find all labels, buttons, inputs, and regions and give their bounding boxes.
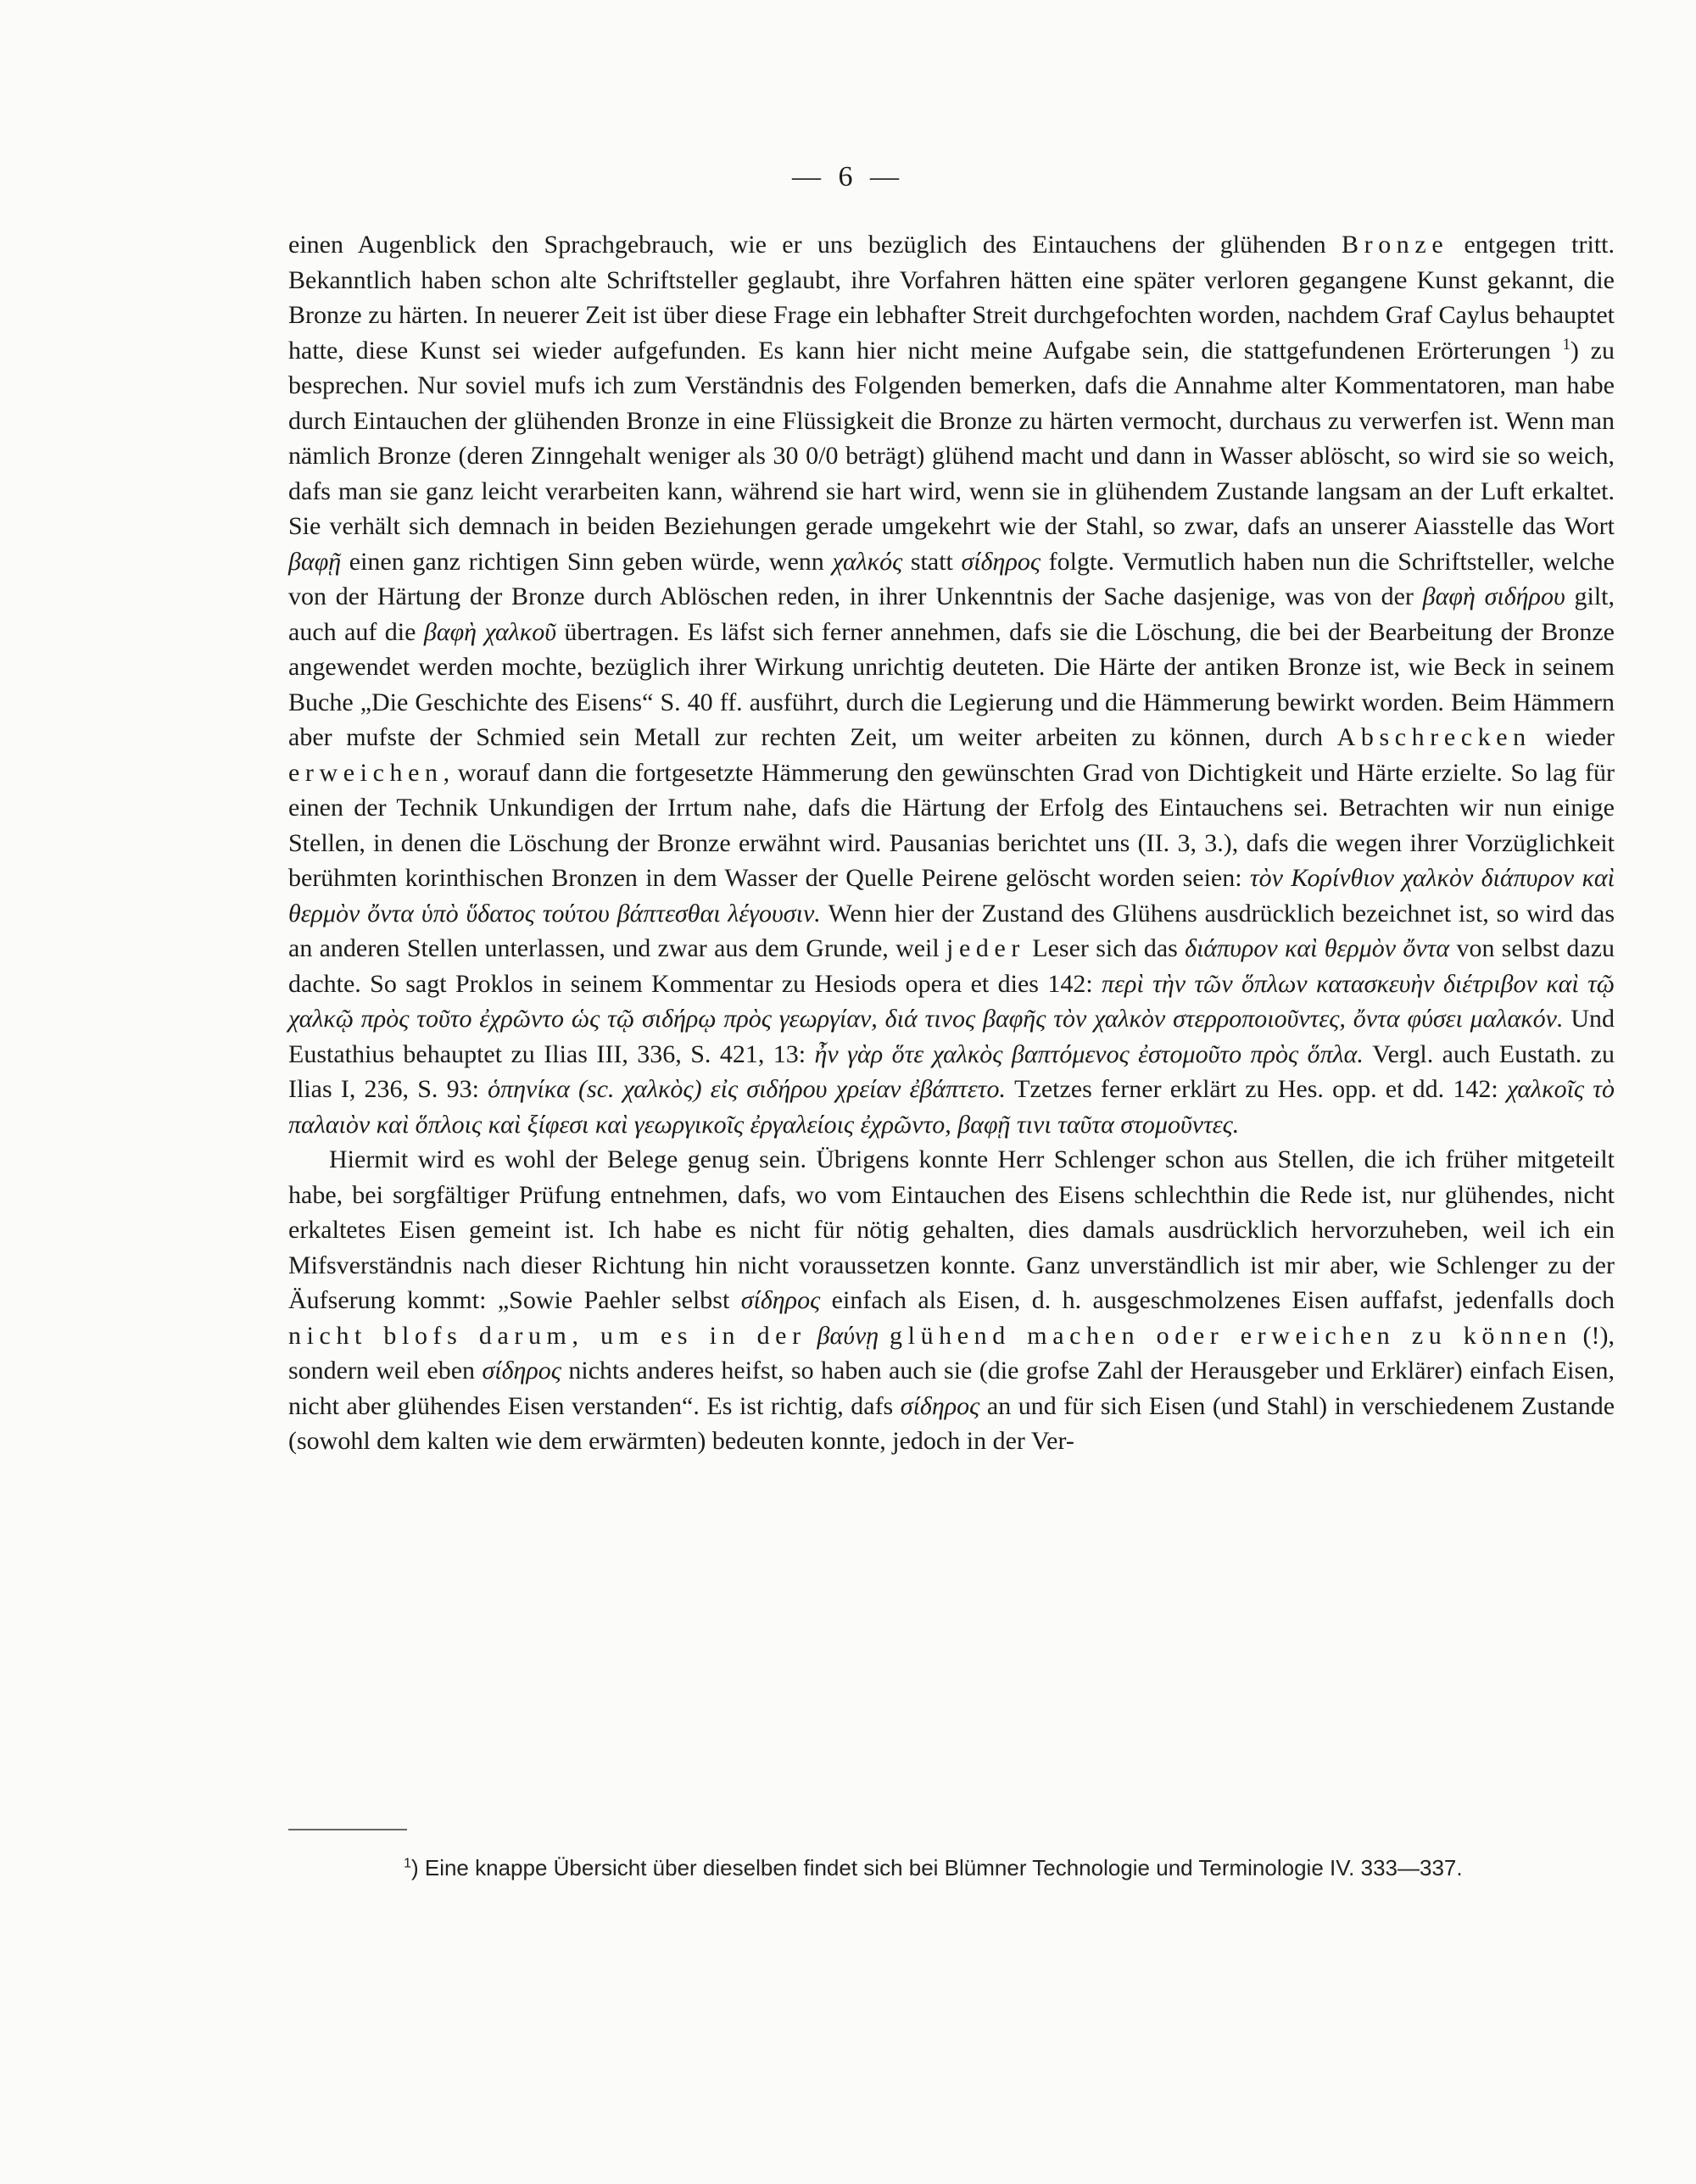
- spaced-text: jeder: [946, 934, 1025, 962]
- text-run: [879, 1322, 890, 1350]
- greek-quote: τὸν Κορίνθιον χαλκὸν διάπυρον καὶ θερμὸν ὄντα ὑπὸ ὕδατος τούτου βάπτεσθαι λέγουσιν.: [288, 864, 1615, 928]
- text-run: Wenn hier der Zustand des Glühens ausdrücklich bezeichnet ist, so wird das an anderen Stellen unterlassen, und zwar aus dem Grunde, weil: [288, 899, 1615, 962]
- text-run: beträgt) glühend macht und dann in Wasser ablöscht, so wird sie so weich, dafs man sie ganz leicht verarbeiten kann, während sie hart wird, wenn sie in glühendem Zustande langsam an der Luft erkaltet. Sie verhält sich demnach in beiden Beziehungen gerade umgekehrt wie der Stahl, so zwar, dafs an unserer Aiasstelle das Wort: [288, 442, 1615, 540]
- greek-text: χαλκός: [832, 547, 903, 576]
- footnote-marker: 1: [404, 1855, 411, 1871]
- text-run: von selbst dazu dachte. So sagt Proklos in seinem Kommentar zu Hesiods opera et dies 142:: [288, 934, 1615, 998]
- greek-text: βαύνῃ: [817, 1321, 879, 1350]
- greek-quote: περὶ τὴν τῶν ὅπλων κατασκευὴν διέτριβον καὶ τῷ χαλκῷ πρὸς τοῦτο ἐχρῶντο ὡς τῷ σιδήρῳ πρὸς γεωργίαν, διά τινος βαφῆς τὸν χαλκὸν στερροποιοῦντες, ὄντα φύσει μαλακόν.: [288, 969, 1615, 1033]
- text-run: Vergl. auch Eustath. zu Ilias I, 236, S. 93:: [288, 1039, 1615, 1103]
- text-run: einen ganz richtigen Sinn geben würde, wenn: [341, 547, 833, 576]
- text-run: einfach als Eisen, d. h. ausgeschmolzenes Eisen auffafst, jedenfalls doch: [820, 1286, 1615, 1314]
- paragraph-1: [288, 227, 1615, 1142]
- percent-sign: 0/0: [806, 442, 839, 470]
- spaced-text: glühend machen oder erweichen zu können: [890, 1321, 1572, 1350]
- text-run: entgegen tritt. Bekanntlich haben schon alte Schriftsteller geglaubt, ihre Vorfahren hätten eine später verloren gegangene Kunst gekannt, die Bronze zu härten. In neuerer Zeit ist über diese Frage ein lebhafter Streit durchgefochten worden, nachdem Graf Caylus behauptet hatte, diese Kunst sei wieder aufgefunden. Es kann hier nicht meine Aufgabe sein, die stattgefundenen Erörterungen: [288, 231, 1615, 365]
- greek-quote: ὁπηνίκα (sc. χαλκὸς) εἰς σιδήρου χρείαν ἐβάπτετο.: [488, 1075, 1006, 1103]
- greek-text: βαφὴ σιδήρου: [1422, 582, 1565, 610]
- text-run: Leser sich das: [1025, 934, 1186, 962]
- greek-text: διάπυρον καὶ θερμὸν ὄντα: [1185, 934, 1450, 962]
- text-run: einen Augenblick den Sprachgebrauch, wie er uns bezüglich des Eintauchens der glühenden: [288, 231, 1342, 259]
- greek-quote: ἦν γὰρ ὅτε χαλκὸς βαπτόμενος ἐστομοῦτο πρὸς ὅπλα.: [814, 1039, 1364, 1068]
- text-run: übertragen. Es läfst sich ferner annehmen, dafs sie die Löschung, die bei der Bearbeitung der Bronze angewendet werden mochte, bezüglich ihrer Wirkung unrichtig deuteten. Die Härte der antiken Bronze ist, wie Beck in seinem Buche „Die Geschichte des Eisens“ S. 40 ff. ausführt, durch die Legierung und die Hämmerung bewirkt worden. Beim Hämmern aber mufste der Schmied sein Metall zur rechten Zeit, um weiter arbeiten zu können, durch: [288, 617, 1615, 751]
- text-run: [806, 1322, 817, 1350]
- greek-quote: χαλκοῖς τὸ παλαιὸν καὶ ὅπλοις καὶ ξίφεσι καὶ γεωργικοῖς ἐργαλείοις ἐχρῶντο, βαφῇ τινι ταῦτα στομοῦντες.: [288, 1075, 1615, 1139]
- footnote: [404, 1853, 1633, 1882]
- page-number: — 6 —: [792, 161, 904, 192]
- text-run: , worauf dann die fortgesetzte Hämmerung den gewünschten Grad von Dichtigkeit und Härte erzielte. So lag für einen der Technik Unkundigen der Irrtum nahe, dafs die Härtung der Erfolg des Eintauchens sei. Betrachten wir nun einige Stellen, in denen die Löschung der Bronze erwähnt wird. Pausanias berichtet uns (II. 3, 3.), dafs die wegen ihrer Vorzüglichkeit berühmten korinthischen Bronzen in dem Wasser der Quelle Peirene gelöscht worden seien:: [288, 758, 1615, 892]
- spaced-text: Bronze: [1342, 231, 1449, 259]
- text-run: gilt, auch auf die: [288, 582, 1615, 646]
- greek-text: βαφὴ χαλκοῦ: [423, 617, 556, 646]
- spaced-text: erweichen: [288, 758, 444, 787]
- greek-text: σίδηρος: [900, 1391, 980, 1420]
- text-run: statt: [902, 547, 962, 576]
- text-run: an und für sich Eisen (und Stahl) in verschiedenem Zustande (sowohl dem kalten wie dem erwärmten) bedeuten konnte, jedoch in der Ver-: [288, 1391, 1615, 1455]
- text-run: ) zu besprechen. Nur soviel mufs ich zum Verständnis des Folgenden bemerken, dafs die Annahme alter Kommentatoren, man habe durch Eintauchen der glühenden Bronze in eine Flüssigkeit die Bronze zu härten vermocht, durchaus zu verwerfen ist. Wenn man nämlich Bronze (deren Zinngehalt weniger als 30: [288, 336, 1615, 470]
- text-run: (!), sondern weil eben: [288, 1321, 1615, 1384]
- paragraph-2: [288, 1142, 1615, 1459]
- greek-text: σίδηρος: [961, 547, 1041, 576]
- text-run: Hiermit wird es wohl der Belege genug sein. Übrigens konnte Herr Schlenger schon aus Stellen, die ich früher mitgeteilt habe, bei sorgfältiger Prüfung entnehmen, dafs, wo vom Eintauchen des Eisens schlechthin die Rede ist, nur glühendes, nicht erkaltetes Eisen gemeint ist. Ich habe es nicht für nötig gehalten, dies damals ausdrücklich hervorzuheben, weil ich ein Mifsverständnis nach dieser Richtung hin nicht voraussetzen konnte. Ganz unverständlich ist mir aber, wie Schlenger zu der Äufserung kommt: „Sowie Paehler selbst: [288, 1145, 1615, 1314]
- footnote-text: ) Eine knappe Übersicht über dieselben findet sich bei Blümner Technologie und Terminologie IV. 333—337.: [410, 1855, 1463, 1880]
- greek-text: σίδηρος: [482, 1357, 561, 1384]
- greek-text: σίδηρος: [740, 1286, 821, 1314]
- text-run: wieder: [1531, 723, 1615, 751]
- text-run: folgte. Vermutlich haben nun die Schriftsteller, welche von der Härtung der Bronze durch Ablöschen reden, in ihrer Unkenntnis der Sache dasjenige, was von der: [288, 547, 1615, 610]
- text-run: nichts anderes heifst, so haben auch sie (die grofse Zahl der Herausgeber und Erklärer) einfach Eisen, nicht aber glühendes Eisen verstanden“. Es ist richtig, dafs: [288, 1357, 1615, 1420]
- body-text: [288, 227, 1615, 1459]
- spaced-text: Abschrecken: [1336, 723, 1531, 751]
- text-run: Und Eustathius behauptet zu Ilias III, 336, S. 421, 13:: [288, 1005, 1615, 1068]
- footnote-divider: [288, 1829, 407, 1830]
- spaced-text: nicht blofs darum, um es in der: [288, 1321, 806, 1350]
- text-run: Tzetzes ferner erklärt zu Hes. opp. et dd. 142:: [1005, 1075, 1507, 1103]
- footnote-ref: 1: [1562, 335, 1570, 354]
- greek-text: βαφῇ: [288, 547, 342, 576]
